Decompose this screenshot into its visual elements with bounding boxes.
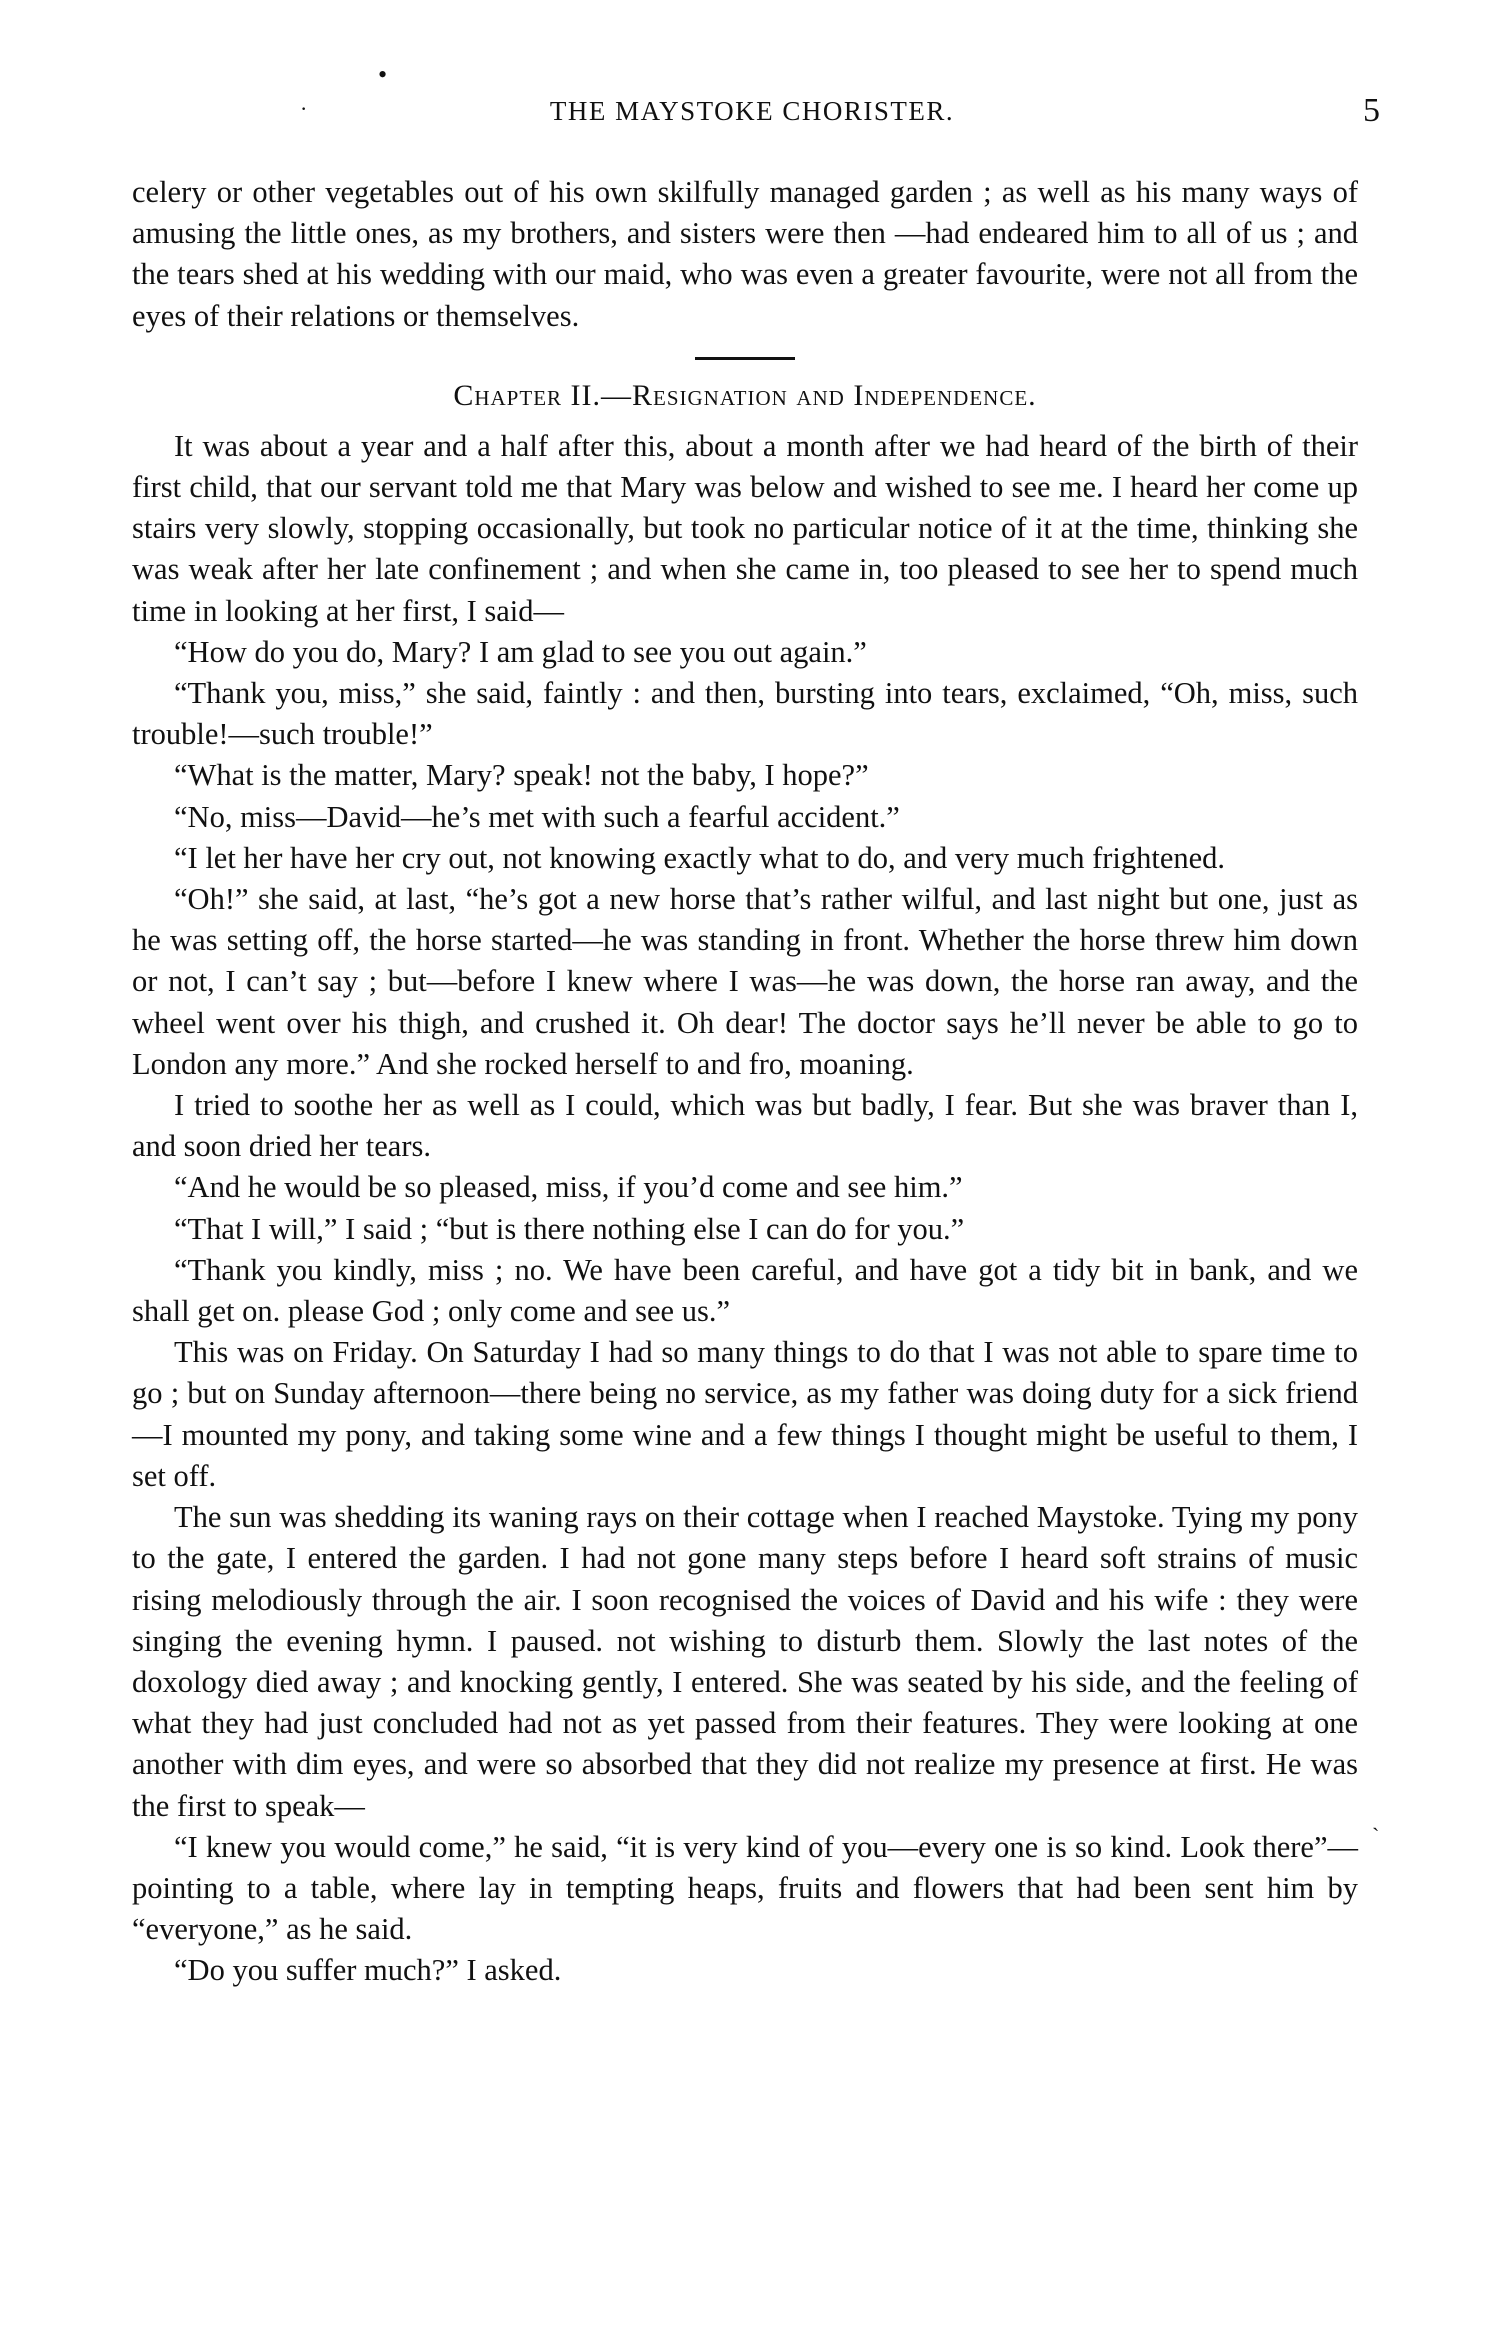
page-header: [132, 92, 1380, 136]
paragraph: “That I will,” I said ; “but is there nothing else I can do for you.”: [174, 1211, 965, 1246]
printer-mark-margin: ˎ: [1372, 1806, 1380, 1831]
intro-paragraph: celery or other vegetables out of his own skilfully managed garden ; as well as his many ways of amusing the little ones, as my brothers, and sisters were then —had endeared him to all of us ; and the tears shed at his wedding with our maid, who was even a greater favourite, were not all from the eyes of their relations or themselves.: [132, 175, 1358, 333]
paragraph: “Oh!” she said, at last, “he’s got a new horse that’s rather wilful, and last night but one, just as he was setting off, the horse started—he was standing in front. Whether the horse threw him down or not, I can’t say ; but—before I knew where I was—he was down, the horse ran away, and the wheel went over his thigh, and crushed it. Oh dear! The doctor says he’ll never be able to go to London any more.” And she rocked herself to and fro, moaning.: [132, 882, 1358, 1081]
paragraph: “No, miss—David—he’s met with such a fearful accident.”: [174, 799, 900, 834]
paragraph: “What is the matter, Mary? speak! not the baby, I hope?”: [174, 758, 869, 793]
printer-mark-top: •: [378, 60, 388, 89]
paragraph: This was on Friday. On Saturday I had so many things to do that I was not able to spare time to go ; but on Sunday afternoon—there being no service, as my father was doing duty for a sick friend—I mounted my pony, and taking some wine and a few things I thought might be useful to them, I set off.: [132, 1335, 1358, 1493]
paragraph: “Thank you kindly, miss ; no. We have been careful, and have got a tidy bit in bank, and we shall get on. please God ; only come and see us.”: [132, 1252, 1358, 1329]
running-title: THE MAYSTOKE CHORISTER.: [549, 96, 955, 126]
page-number: 5: [1363, 92, 1380, 129]
chapter-heading: Chapter II.—Resignation and Independence.: [453, 378, 1037, 412]
printer-mark-dot: ·: [300, 96, 308, 121]
paragraph: “Thank you, miss,” she said, faintly : and then, bursting into tears, exclaimed, “Oh, miss, such trouble!—such trouble!”: [132, 676, 1358, 752]
paragraph: “I let her have her cry out, not knowing exactly what to do, and very much frightened.: [174, 840, 1226, 875]
section-divider: [695, 357, 795, 360]
paragraph: “How do you do, Mary? I am glad to see you out again.”: [174, 634, 867, 669]
paragraph: The sun was shedding its waning rays on their cottage when I reached Maystoke. Tying my pony to the gate, I entered the garden. I had not gone many steps before I heard soft strains of music rising melodiously through the air. I soon recognised the voices of David and his wife : they were singing the evening hymn. I paused. not wishing to disturb them. Slowly the last notes of the doxology died away ; and knocking gently, I entered. She was seated by his side, and the feeling of what they had just concluded had not as yet passed from their features. They were looking at one another with dim eyes, and were so absorbed that they did not realize my presence at first. He was the first to speak—: [132, 1500, 1358, 1823]
paragraph: “Do you suffer much?” I asked.: [174, 1953, 562, 1988]
paragraph: I tried to soothe her as well as I could, which was but badly, I fear. But she was braver than I, and soon dried her tears.: [132, 1088, 1358, 1164]
paragraph: “And he would be so pleased, miss, if you’d come and see him.”: [174, 1170, 963, 1205]
paragraph: It was about a year and a half after this, about a month after we had heard of the birth of their first child, that our servant told me that Mary was below and wished to see me. I heard her come up stairs very slowly, stopping occasionally, but took no particular notice of it at the time, thinking she was weak after her late confinement ; and when she came in, too pleased to see her to spend much time in looking at her first, I said—: [132, 428, 1358, 628]
page-body: [132, 172, 1358, 1992]
paragraph: “I knew you would come,” he said, “it is very kind of you—every one is so kind. Look there”—pointing to a table, where lay in tempting heaps, fruits and flowers that had been sent him by “everyone,” as he said.: [132, 1829, 1358, 1947]
